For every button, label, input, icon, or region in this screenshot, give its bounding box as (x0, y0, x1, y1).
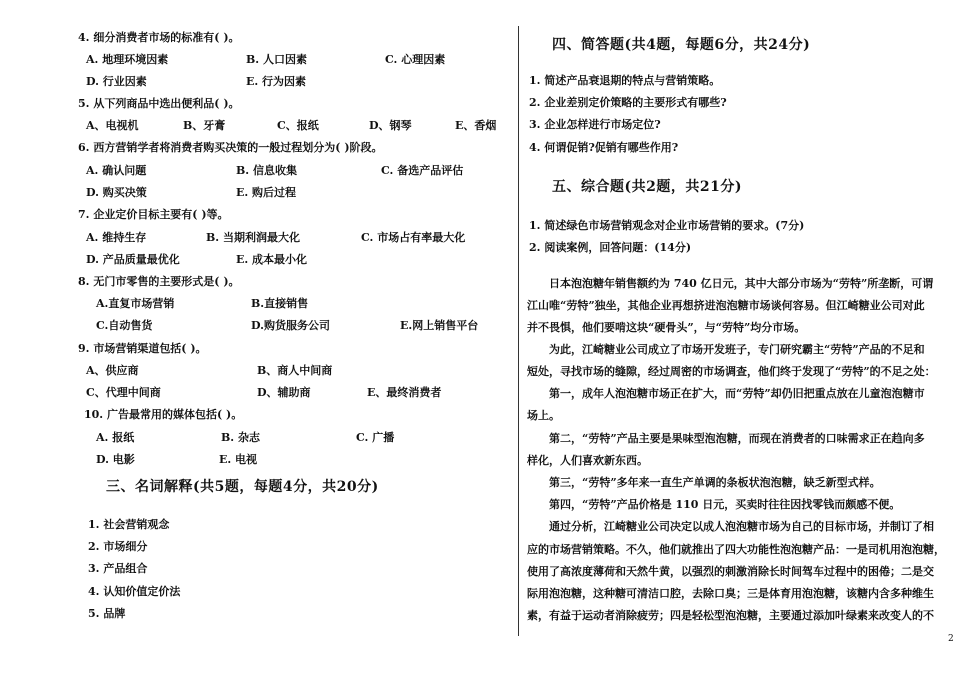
q7-option-e: E. 成本最小化 (236, 253, 308, 266)
case-line: 短处，寻找市场的缝隙，经过周密的市场调查，他们终于发现了“劳特”的不足之处： (527, 365, 936, 378)
q9-option-e: E、最终消费者 (367, 386, 442, 399)
q8-option-e: E.网上销售平台 (400, 319, 479, 332)
q7-stem: 7. 企业定价目标主要有( )等。 (78, 208, 229, 221)
q4-option-a: A. 地理环境因素 (86, 53, 169, 66)
section3-item: 4. 认知价值定价法 (88, 585, 181, 598)
q10-stem: 10. 广告最常用的媒体包括( )。 (84, 408, 243, 421)
case-line: 并不畏惧，他们要啃这块“硬骨头”，与“劳特”均分市场。 (527, 321, 806, 334)
case-line: 使用了高浓度薄荷和天然牛黄，以强烈的刺激消除长时间驾车过程中的困倦；二是交 (527, 565, 934, 578)
q7-option-d: D. 产品质量最优化 (86, 253, 180, 266)
section4-item: 1. 简述产品衰退期的特点与营销策略。 (529, 74, 721, 87)
q9-option-c: C、代理中间商 (86, 386, 161, 399)
q7-option-b: B. 当期利润最大化 (206, 231, 300, 244)
column-divider (518, 26, 519, 636)
q9-option-a: A、供应商 (86, 364, 139, 377)
section3-item: 2. 市场细分 (88, 540, 148, 553)
q6-option-b: B. 信息收集 (236, 164, 297, 177)
q8-stem: 8. 无门市零售的主要形式是( )。 (78, 275, 240, 288)
section4-item: 4. 何谓促销?促销有哪些作用? (529, 141, 679, 154)
case-line: 通过分析，江崎糖业公司决定以成人泡泡糖市场为自己的目标市场，并制订了相 (549, 520, 934, 533)
section4-title: 四、简答题(共4题，每题6分，共24分) (552, 37, 811, 53)
section5-title: 五、综合题(共2题，共21分) (552, 179, 742, 195)
q4-option-d: D. 行业因素 (86, 75, 147, 88)
q8-option-d: D.购货服务公司 (251, 319, 330, 332)
case-line: 素，有益于运动者消除疲劳；四是轻松型泡泡糖，主要通过添加叶绿素来改变人的不 (527, 609, 934, 622)
q9-option-b: B、商人中间商 (257, 364, 333, 377)
case-line: 样化，人们喜欢新东西。 (527, 454, 648, 467)
q8-option-a: A.直复市场营销 (96, 297, 175, 310)
q4-option-c: C. 心理因素 (385, 53, 446, 66)
q5-option-a: A、电视机 (86, 119, 139, 132)
section4-item: 3. 企业怎样进行市场定位? (529, 118, 661, 131)
q9-option-d: D、辅助商 (257, 386, 311, 399)
q10-option-d: D. 电影 (96, 453, 135, 466)
case-line: 江山唯“劳特”独坐，其他企业再想挤进泡泡糖市场谈何容易。但江崎糖业公司对此 (527, 299, 925, 312)
section5-item: 1. 简述绿色市场营销观念对企业市场营销的要求。(7分) (529, 219, 805, 232)
q10-option-e: E. 电视 (219, 453, 258, 466)
q4-option-b: B. 人口因素 (246, 53, 307, 66)
case-line: 第四，“劳特”产品价格是 110 日元，买卖时往往因找零钱而颇感不便。 (549, 498, 901, 511)
case-line: 第三，“劳特”多年来一直生产单调的条板状泡泡糖，缺乏新型式样。 (549, 476, 881, 489)
q5-option-c: C、报纸 (277, 119, 319, 132)
q6-option-c: C. 备选产品评估 (381, 164, 464, 177)
case-line: 第一，成年人泡泡糖市场正在扩大，而“劳特”却仍旧把重点放在儿童泡泡糖市 (549, 387, 925, 400)
q7-option-c: C. 市场占有率最大化 (361, 231, 466, 244)
case-line: 日本泡泡糖年销售额约为 740 亿日元，其中大部分市场为“劳特”所垄断，可谓 (549, 277, 934, 290)
section5-item: 2. 阅读案例，回答问题：(14分) (529, 241, 692, 254)
case-line: 场上。 (527, 409, 560, 422)
case-line: 应的市场营销策略。不久，他们就推出了四大功能性泡泡糖产品：一是司机用泡泡糖， (527, 543, 945, 556)
q6-option-a: A. 确认问题 (86, 164, 147, 177)
q5-option-b: B、牙膏 (183, 119, 226, 132)
section3-item: 5. 品牌 (88, 607, 126, 620)
q8-option-b: B.直接销售 (251, 297, 309, 310)
case-line: 际用泡泡糖，这种糖可清洁口腔，去除口臭；三是体育用泡泡糖，该糖内含多种维生 (527, 587, 934, 600)
q7-option-a: A. 维持生存 (86, 231, 147, 244)
q10-option-a: A. 报纸 (96, 431, 135, 444)
q6-option-e: E. 购后过程 (236, 186, 297, 199)
q6-stem: 6. 西方营销学者将消费者购买决策的一般过程划分为( )阶段。 (78, 141, 383, 154)
q10-option-b: B. 杂志 (221, 431, 260, 444)
q5-option-e: E、香烟 (455, 119, 497, 132)
q5-option-d: D、钢琴 (369, 119, 412, 132)
page-number: 2 (948, 634, 954, 644)
q10-option-c: C. 广播 (356, 431, 395, 444)
q4-option-e: E. 行为因素 (246, 75, 307, 88)
case-line: 为此，江崎糖业公司成立了市场开发班子，专门研究霸主“劳特”产品的不足和 (549, 343, 925, 356)
q5-stem: 5. 从下列商品中选出便利品( )。 (78, 97, 240, 110)
q9-stem: 9. 市场营销渠道包括( )。 (78, 342, 207, 355)
q8-option-c: C.自动售货 (96, 319, 153, 332)
section3-item: 1. 社会营销观念 (88, 518, 170, 531)
section4-item: 2. 企业差别定价策略的主要形式有哪些? (529, 96, 727, 109)
q4-stem: 4. 细分消费者市场的标准有( )。 (78, 31, 240, 44)
q6-option-d: D. 购买决策 (86, 186, 147, 199)
section3-title: 三、名词解释(共5题，每题4分，共20分) (106, 479, 379, 495)
case-line: 第二，“劳特”产品主要是果味型泡泡糖，而现在消费者的口味需求正在趋向多 (549, 432, 925, 445)
section3-item: 3. 产品组合 (88, 562, 148, 575)
